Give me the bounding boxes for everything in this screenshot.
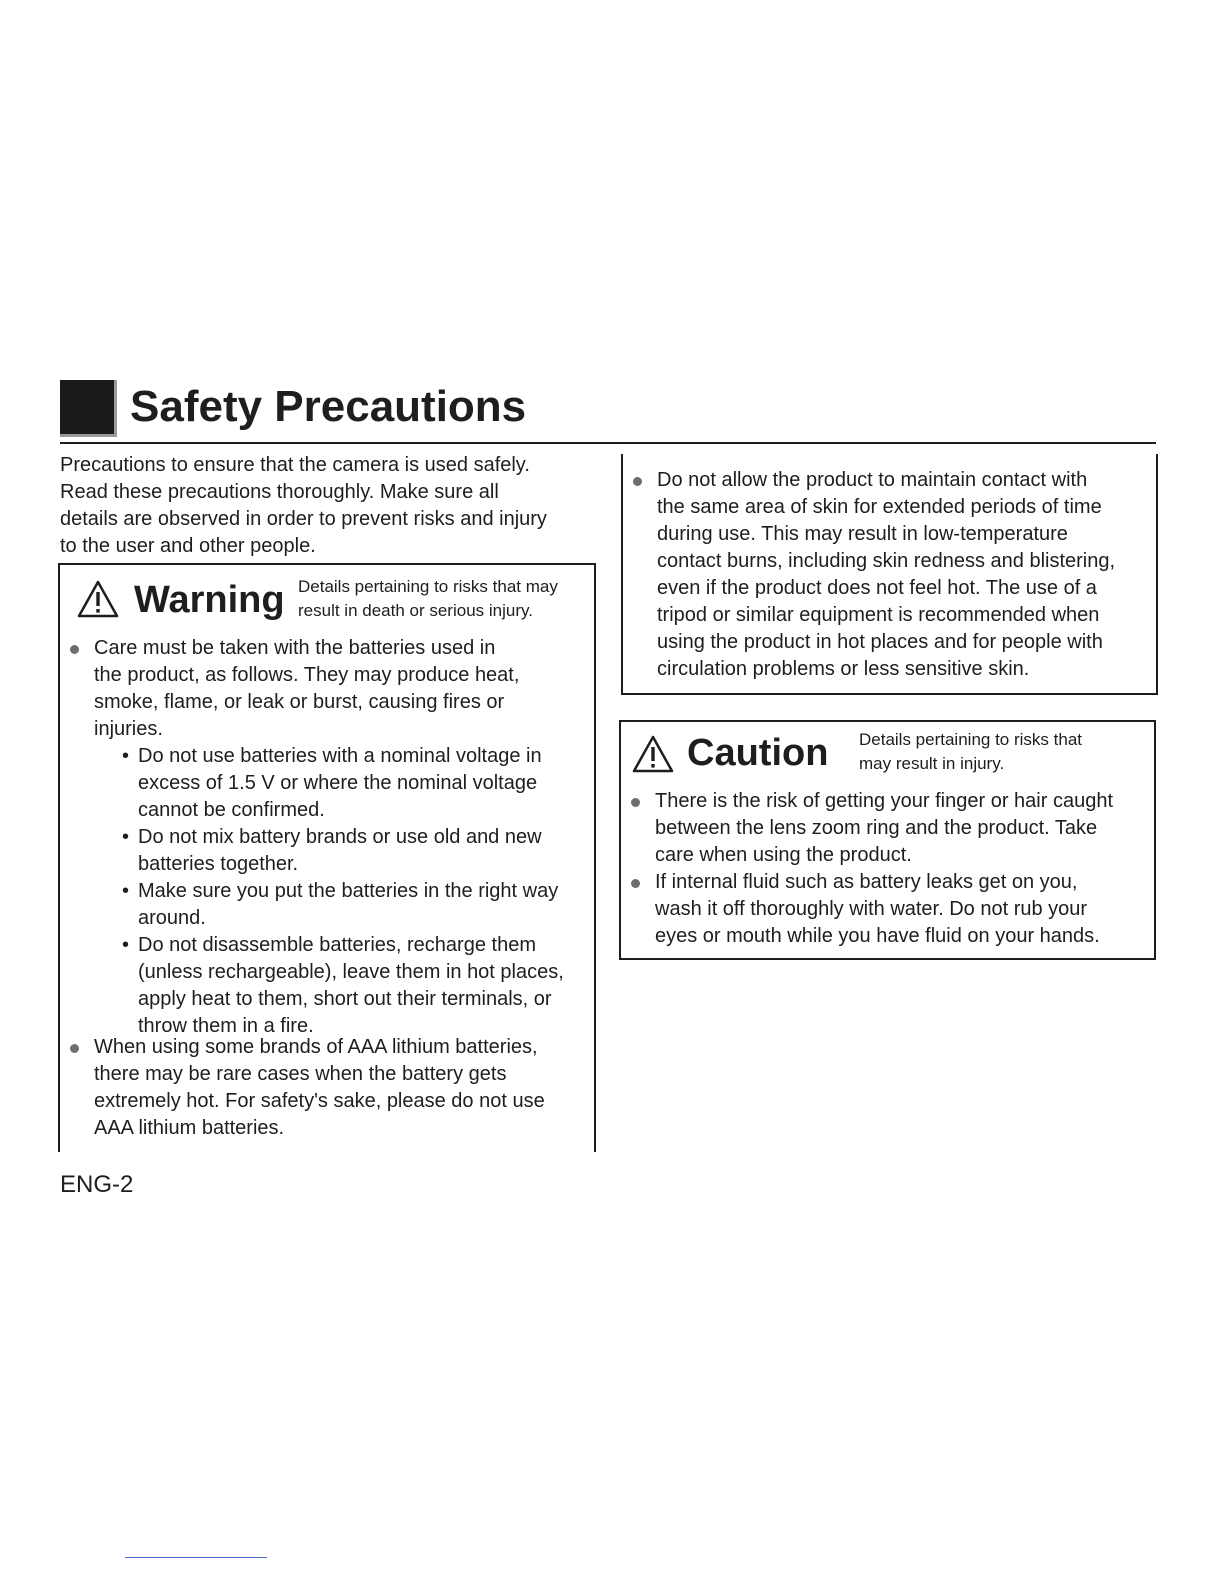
caution-header: [621, 722, 1154, 782]
warning-heading: Warning: [134, 579, 285, 621]
caution-desc-line: may result in injury.: [859, 754, 1005, 773]
item-line: AAA lithium batteries.: [94, 1117, 285, 1139]
item-line: injuries.: [94, 718, 163, 740]
sub-list-item: [116, 932, 590, 1040]
warning-desc-line: Details pertaining to risks that may: [298, 577, 558, 596]
caution-heading: Caution: [687, 732, 829, 774]
warning-header: [60, 565, 594, 625]
footer-rule: [125, 1557, 267, 1558]
list-item: [623, 467, 1151, 683]
item-line: during use. This may result in low-temperature: [657, 523, 1068, 545]
item-line: wash it off thoroughly with water. Do not rub your: [655, 898, 1088, 920]
item-line: contact burns, including skin redness and blistering,: [657, 550, 1116, 572]
item-line: even if the product does not feel hot. The use of a: [657, 577, 1097, 599]
intro-paragraph: [60, 452, 600, 560]
caution-box: [619, 720, 1156, 960]
item-line: batteries together.: [138, 853, 299, 875]
page-title: Safety Precautions: [130, 382, 527, 431]
item-line: Care must be taken with the batteries used in: [94, 637, 496, 659]
bullet-dot-icon: [70, 645, 79, 654]
intro-line: to the user and other people.: [60, 535, 316, 557]
item-line: Do not use batteries with a nominal voltage in: [138, 745, 542, 767]
item-line: Make sure you put the batteries in the right way: [138, 880, 559, 902]
warning-description: [298, 575, 558, 623]
bullet-icon: •: [122, 934, 130, 956]
item-line: cannot be confirmed.: [138, 799, 325, 821]
sub-list: [116, 743, 590, 1040]
warning-desc-line: result in death or serious injury.: [298, 601, 533, 620]
intro-line: Precautions to ensure that the camera is used safely.: [60, 454, 530, 476]
item-line: the same area of skin for extended periods of time: [657, 496, 1102, 518]
item-line: around.: [138, 907, 206, 929]
warning-box: [58, 563, 596, 1152]
bullet-icon: •: [122, 745, 130, 767]
item-line: apply heat to them, short out their terminals, or: [138, 988, 552, 1010]
page-number: ENG-2: [60, 1171, 134, 1198]
list-item: [621, 788, 1151, 869]
list-item: [60, 1034, 590, 1142]
bullet-dot-icon: [633, 477, 642, 486]
item-line: tripod or similar equipment is recommended when: [657, 604, 1100, 626]
warning-triangle-icon: [76, 579, 120, 619]
warning-list: [60, 635, 590, 1142]
item-line: throw them in a fire.: [138, 1015, 314, 1037]
bullet-dot-icon: [70, 1044, 79, 1053]
item-line: extremely hot. For safety's sake, please do not use: [94, 1090, 545, 1112]
bullet-icon: •: [122, 880, 130, 902]
item-line: care when using the product.: [655, 844, 912, 866]
item-line: excess of 1.5 V or where the nominal voltage: [138, 772, 538, 794]
caution-triangle-icon: [631, 734, 675, 774]
intro-line: details are observed in order to prevent risks and injury: [60, 508, 547, 530]
item-line: Do not disassemble batteries, recharge them: [138, 934, 536, 956]
intro-line: Read these precautions thoroughly. Make sure all: [60, 481, 499, 503]
section-header: [60, 380, 1156, 444]
item-line: between the lens zoom ring and the product. Take: [655, 817, 1098, 839]
item-line: eyes or mouth while you have fluid on your hands.: [655, 925, 1100, 947]
item-line: using the product in hot places and for people with: [657, 631, 1103, 653]
title-marker-square: [60, 380, 117, 437]
item-line: There is the risk of getting your finger or hair caught: [655, 790, 1114, 812]
caution-desc-line: Details pertaining to risks that: [859, 730, 1082, 749]
warning-continued-list: [623, 467, 1151, 683]
list-item: [60, 635, 590, 1040]
bullet-icon: •: [122, 826, 130, 848]
item-line: If internal fluid such as battery leaks get on you,: [655, 871, 1078, 893]
item-line: When using some brands of AAA lithium batteries,: [94, 1036, 538, 1058]
item-line: the product, as follows. They may produce heat,: [94, 664, 520, 686]
item-line: smoke, flame, or leak or burst, causing fires or: [94, 691, 505, 713]
caution-list: [621, 788, 1151, 950]
item-line: Do not allow the product to maintain contact with: [657, 469, 1088, 491]
item-line: (unless rechargeable), leave them in hot places,: [138, 961, 564, 983]
sub-list-item: [116, 743, 590, 824]
bullet-dot-icon: [631, 879, 640, 888]
sub-list-item: [116, 824, 590, 878]
warning-continued-box: [621, 454, 1158, 695]
bullet-dot-icon: [631, 798, 640, 807]
item-line: Do not mix battery brands or use old and new: [138, 826, 542, 848]
list-item: [621, 869, 1151, 950]
item-line: there may be rare cases when the battery gets: [94, 1063, 507, 1085]
item-line: circulation problems or less sensitive skin.: [657, 658, 1030, 680]
sub-list-item: [116, 878, 590, 932]
caution-description: [859, 728, 1082, 776]
